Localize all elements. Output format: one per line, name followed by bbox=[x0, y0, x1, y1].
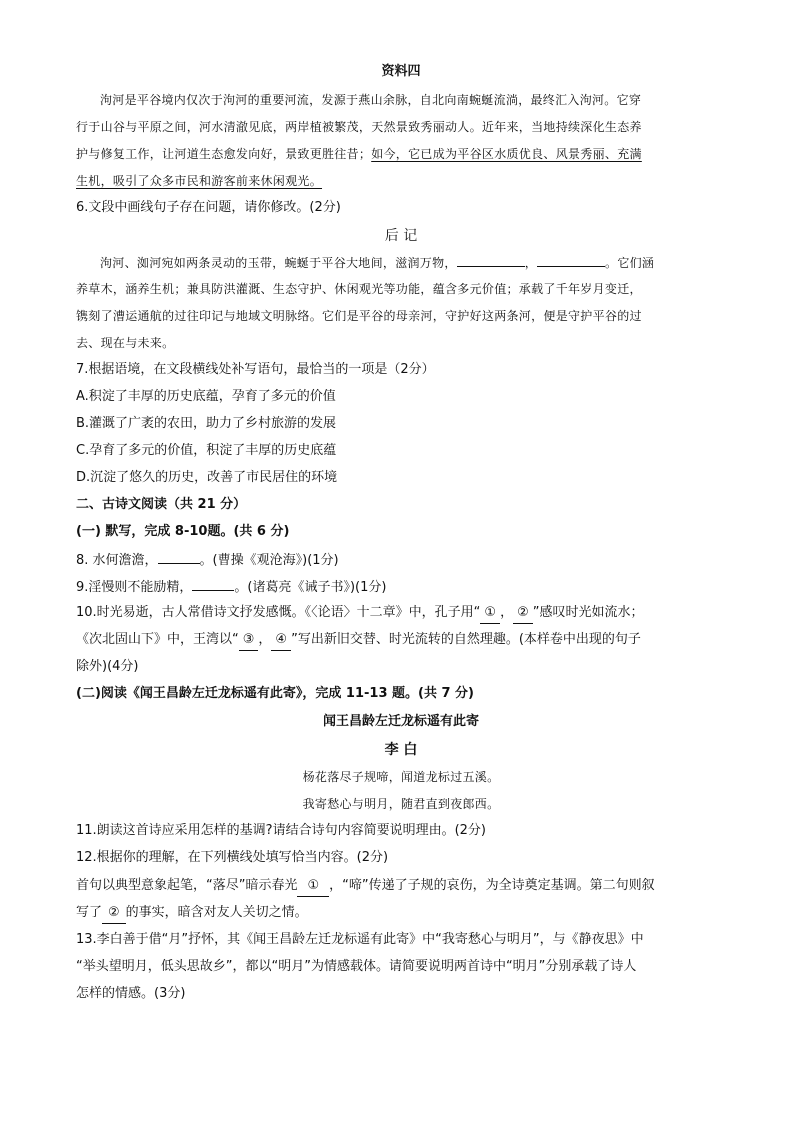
option-c[interactable]: C.孕育了多元的价值，积淀了丰厚的历史底蕴 bbox=[76, 443, 337, 458]
question-text: ，“啼”传递了子规的哀伤，为全诗奠定基调。第二句则叙 bbox=[329, 878, 655, 893]
blank-marker-1[interactable]: ① bbox=[297, 876, 329, 897]
poem-title: 闻王昌龄左迁龙标遥有此寄 bbox=[322, 714, 479, 729]
question-text: ， bbox=[258, 632, 272, 647]
blank-marker-1[interactable]: ① bbox=[480, 603, 500, 624]
question-text: 《次北固山下》中，王湾以“ bbox=[76, 632, 239, 647]
question-text: 8. 水何澹澹， bbox=[76, 553, 158, 568]
blank-marker-4[interactable]: ④ bbox=[271, 630, 291, 651]
answer-blank[interactable] bbox=[192, 576, 234, 591]
afterword-line: 去、现在与未来。 bbox=[76, 336, 175, 350]
question-text: 9.淫慢则不能励精， bbox=[76, 580, 193, 595]
question-12-line bbox=[76, 876, 726, 897]
question-13-line: 13.李白善于借“月”抒怀，其《闻王昌龄左迁龙标遥有此寄》中“我寄愁心与明月”，与《静夜思》中 bbox=[76, 932, 644, 947]
afterword-title: 后 记 bbox=[384, 228, 418, 244]
question-text: 。(诸葛亮《诫子书》)(1分) bbox=[234, 580, 387, 595]
question-12-stem: 12.根据你的理解，在下列横线处填写恰当内容。(2分) bbox=[76, 850, 389, 865]
answer-blank[interactable] bbox=[158, 549, 200, 564]
answer-blank[interactable] bbox=[537, 252, 605, 267]
answer-blank[interactable] bbox=[457, 252, 525, 267]
underlined-sentence: 如今，它已成为平谷区水质优良、风景秀丽、充满 bbox=[371, 147, 642, 161]
underlined-sentence: 生机，吸引了众多市民和游客前来休闲观光。 bbox=[76, 174, 323, 188]
question-10-line bbox=[76, 603, 726, 624]
section-2-title: 二、古诗文阅读（共 21 分） bbox=[76, 497, 247, 512]
material-paragraph-line: 行于山谷与平原之间，河水清澈见底，两岸植被繁茂，天然景致秀丽动人。近年来，当地持续深化生态养 bbox=[76, 120, 642, 134]
question-9 bbox=[76, 576, 726, 598]
question-6: 6.文段中画线句子存在问题，请你修改。(2分) bbox=[76, 200, 341, 215]
question-text: 首句以典型意象起笔，“落尽”暗示春光 bbox=[76, 878, 298, 893]
question-text: ”感叹时光如流水； bbox=[532, 605, 644, 620]
question-11: 11.朗读这首诗应采用怎样的基调?请结合诗句内容简要说明理由。(2分) bbox=[76, 823, 486, 838]
poem-line: 我寄愁心与明月，随君直到夜郎西。 bbox=[302, 797, 500, 811]
afterword-line: 养草木，涵养生机；兼具防洪灌溉、生态守护、休闲观光等功能，蕴含多元价值；承载了千年岁月变迁， bbox=[76, 282, 642, 296]
material-title: 资料四 bbox=[381, 64, 421, 79]
option-d[interactable]: D.沉淀了悠久的历史，改善了市民居住的环境 bbox=[76, 470, 338, 485]
blank-marker-3[interactable]: ③ bbox=[239, 630, 259, 651]
afterword-text: 泃河、洳河宛如两条灵动的玉带，蜿蜒于平谷大地间，滋润万物， bbox=[100, 256, 457, 270]
question-13-line: 怎样的情感。(3分) bbox=[76, 986, 186, 1001]
question-7-stem: 7.根据语境，在文段横线处补写语句，最恰当的一项是（2分） bbox=[76, 362, 435, 377]
question-text: 。(曹操《观沧海》)(1分) bbox=[199, 553, 339, 568]
material-text: 护与修复工作，让河道生态愈发向好，景致更胜往昔； bbox=[76, 147, 372, 161]
poem-line: 杨花落尽子规啼，闻道龙标过五溪。 bbox=[302, 770, 500, 784]
question-text: 的事实，暗含对友人关切之情。 bbox=[125, 905, 308, 920]
material-paragraph-line: 泃河是平谷境内仅次于泃河的重要河流，发源于燕山余脉，自北向南蜿蜒流淌，最终汇入泃河。它穿 bbox=[100, 93, 642, 107]
question-text: 写了 bbox=[76, 905, 103, 920]
question-12-line bbox=[76, 903, 726, 924]
afterword-line bbox=[76, 252, 726, 273]
question-text: ”写出新旧交替、时光流转的自然理趣。(本样卷中出现的句子 bbox=[291, 632, 641, 647]
question-text: 10.时光易逝，古人常借诗文抒发感慨。《〈论语〉十二章》中，孔子用“ bbox=[76, 605, 481, 620]
afterword-text: ， bbox=[524, 256, 538, 270]
poem-author: 李 白 bbox=[384, 742, 418, 758]
question-13-line: “举头望明月，低头思故乡”，都以“明月”为情感载体。请简要说明两首诗中“明月”分别承载了诗人 bbox=[76, 959, 637, 974]
material-paragraph-line bbox=[76, 171, 726, 191]
blank-marker-2[interactable]: ② bbox=[102, 903, 126, 924]
afterword-line: 镌刻了漕运通航的过往印记与地域文明脉络。它们是平谷的母亲河，守护好这两条河，便是守护平谷的过 bbox=[76, 309, 642, 323]
option-a[interactable]: A.积淀了丰厚的历史底蕴，孕育了多元的价值 bbox=[76, 389, 336, 404]
afterword-text: 。它们涵 bbox=[605, 256, 655, 270]
part-1-heading: (一) 默写，完成 8-10题。(共 6 分) bbox=[76, 524, 290, 539]
blank-marker-2[interactable]: ② bbox=[513, 603, 533, 624]
material-paragraph-line bbox=[76, 144, 726, 164]
question-8 bbox=[76, 549, 726, 571]
part-2-heading: (二)阅读《闻王昌龄左迁龙标遥有此寄》，完成 11-13 题。(共 7 分) bbox=[76, 686, 474, 701]
question-10-line: 除外)(4分) bbox=[76, 659, 139, 674]
question-10-line bbox=[76, 630, 726, 651]
option-b[interactable]: B.灌溉了广袤的农田，助力了乡村旅游的发展 bbox=[76, 416, 337, 431]
question-text: ， bbox=[500, 605, 514, 620]
